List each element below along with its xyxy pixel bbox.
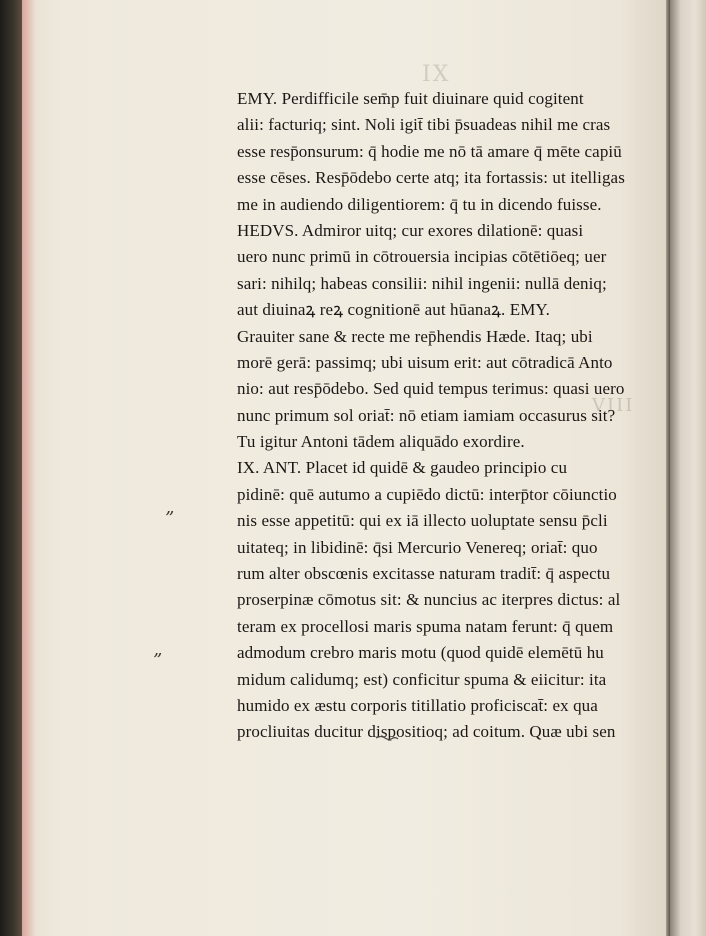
text-line: nio: aut resp̄ōdebo. Sed quid tempus terimus: quasi uero — [237, 379, 625, 399]
text-line: procliuitas ducitur dispositioq; ad coitum. Quæ ubi sen — [237, 722, 616, 742]
text-line: Tu igitur Antoni tādem aliquādo exordire. — [237, 432, 525, 452]
text-line: aut diuinaꝝ reꝝ cognitionē aut hūanaꝝ. EMY. — [237, 300, 550, 320]
folio-number: IX — [422, 62, 451, 87]
text-block — [237, 86, 667, 746]
text-line: nis esse appetitū: qui ex iā illecto uoluptate sensu p̄cli — [237, 511, 608, 531]
show-through-numeral: VIII — [592, 395, 635, 416]
text-line: rum alter obscœnis excitasse naturam tradit̄: q̄ aspectu — [237, 564, 611, 584]
adjacent-page-edge — [670, 0, 706, 936]
text-line: proserpinæ cōmotus sit: & nuncius ac iterpres dictus: al — [237, 590, 621, 610]
text-line: Grauiter sane & recte me rep̄hendis Hæde. Itaq; ubi — [237, 326, 593, 346]
text-line: sari: nihilq; habeas consilii: nihil ingenii: nullā deniq; — [237, 273, 607, 293]
text-line: pidinē: quē autumo a cupiēdo dictū: interp̄tor cōiunctio — [237, 484, 617, 504]
text-line: teram ex procellosi maris spuma natam ferunt: q̄ quem — [237, 616, 614, 636]
text-line: me in audiendo diligentiorem: q̄ tu in dicendo fuisse. — [237, 194, 602, 214]
text-line: humido ex æstu corporis titillatio proficiscat̄: ex qua — [237, 695, 598, 715]
text-line: morē gerā: passimq; ubi uisum erit: aut cōtradicā Anto — [237, 352, 613, 372]
text-line: esse resp̄onsurum: q̄ hodie me nō tā amare q̄ mēte capiū — [237, 141, 622, 161]
text-line: uero nunc primū in cōtrouersia incipias cōtētiōeq; uer — [237, 247, 607, 267]
text-line: esse cēses. Resp̄ōdebo certe atq; ita fortassis: ut itelligas — [237, 168, 625, 188]
ink-mark — [375, 734, 399, 742]
text-line: midum calidumq; est) conficitur spuma & eiicitur: ita — [237, 669, 607, 689]
margin-annotation: ” — [165, 508, 175, 529]
page-edge-stain — [22, 0, 36, 936]
text-line: alii: facturiq; sint. Noli igit̄ tibi p̄suadeas nihil me cras — [237, 115, 611, 135]
book-page — [22, 0, 670, 936]
margin-annotation: ” — [153, 650, 163, 671]
text-line: nunc primum sol oriat̄: nō etiam iamiam occasurus sit? — [237, 405, 616, 425]
text-line: HEDVS. Admiror uitq; cur exores dilationē: quasi — [237, 220, 584, 240]
text-line: EMY. Perdifficile sem̄p fuit diuinare quid cogitent — [237, 89, 584, 108]
text-line: uitateq; in libidinē: q̄si Mercurio Venereq; oriat̄: quo — [237, 537, 598, 557]
text-line: IX. ANT. Placet id quidē & gaudeo principio cu — [237, 458, 568, 478]
text-line: admodum crebro maris motu (quod quidē elemētū hu — [237, 643, 604, 663]
binding-edge — [0, 0, 22, 936]
